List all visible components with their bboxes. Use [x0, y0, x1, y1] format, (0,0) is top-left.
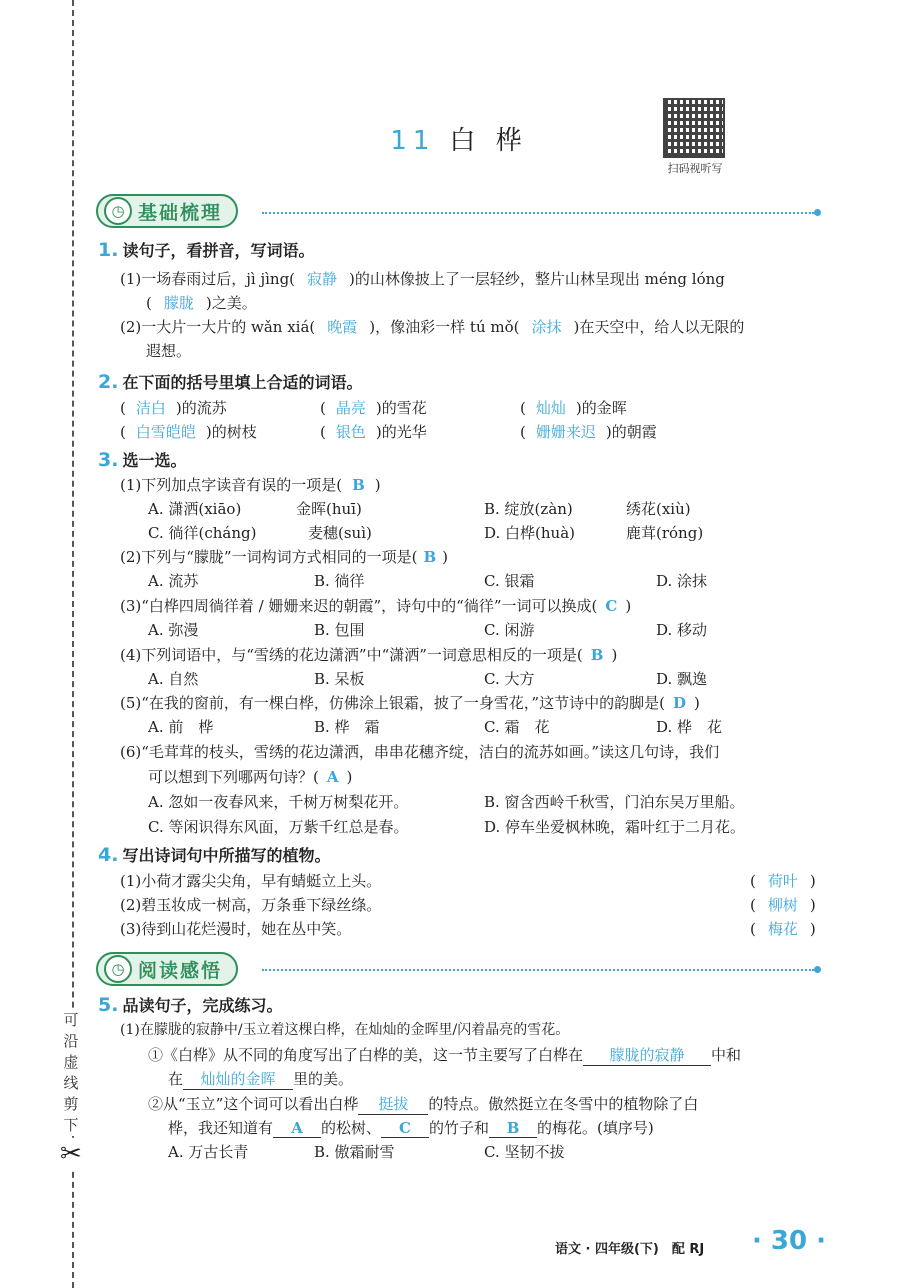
q1-line-1: (1)一场春雨过后，jì jìng( 寂静 )的山林像披上了一层轻纱，整片山林呈现出 méng lóng [120, 270, 725, 288]
q3-sub-5: (5)“在我的窗前，有一棵白桦，仿佛涂上银霜，披了一身雪花，”这节诗中的韵脚是( D ) [120, 694, 700, 712]
q1-line-4: 遐想。 [146, 342, 192, 360]
option: A. 前 桦 [148, 718, 214, 736]
q2-item: ( 白雪皑皑 )的树枝 [120, 423, 257, 441]
qr-code-icon[interactable] [663, 98, 725, 158]
question-5-title: 5. 品读句子，完成练习。 [98, 994, 283, 1016]
option: C. 坚韧不拔 [484, 1143, 565, 1161]
section-title: 基础梳理 [138, 201, 223, 224]
answer: 寂静 [307, 270, 338, 288]
option: A. 流苏 [148, 572, 199, 590]
q3-sub-6: (6)“毛茸茸的枝头，雪绣的花边潇洒，串串花穗齐绽，洁白的流苏如画。”读这几句诗，我们 [120, 743, 720, 761]
clock-icon: ◷ [104, 955, 132, 983]
q1-line-2: ( 朦胧 )之美。 [146, 294, 257, 312]
clock-icon: ◷ [104, 197, 132, 225]
section-divider [262, 969, 814, 971]
q5-part-1: ①《白桦》从不同的角度写出了白桦的美，这一节主要写了白桦在 朦胧的寂静 中和 [148, 1046, 742, 1064]
q3-sub-1: (1)下列加点字读音有误的一项是( B ) [120, 476, 381, 494]
option: C. 大方 [484, 670, 535, 688]
q3-sub-2: (2)下列与“朦胧”一词构词方式相同的一项是( B ) [120, 548, 448, 566]
option: D. 停车坐爱枫林晚，霜叶红于二月花。 [484, 818, 746, 836]
divider-dot [814, 209, 821, 216]
option: D. 涂抹 [656, 572, 708, 590]
option: 金晖(huī) [296, 500, 362, 518]
section-divider [262, 212, 814, 214]
scissors-icon: ✂ [60, 1139, 82, 1169]
section-badge [96, 194, 238, 228]
section-reading [96, 952, 238, 986]
option: D. 移动 [656, 621, 708, 639]
q4-answer: ( 柳树 ) [750, 896, 816, 914]
q2-item: ( 洁白 )的流苏 [120, 399, 227, 417]
option: C. 霜 花 [484, 718, 550, 736]
q5-part-2: ②从“玉立”这个词可以看出白桦 挺拔 的特点。傲然挺立在冬雪中的植物除了白 [148, 1095, 699, 1113]
option: A. 忽如一夜春风来，千树万树梨花开。 [148, 793, 409, 811]
answer: 涂抹 [531, 318, 562, 336]
page-number: · 30 · [752, 1226, 827, 1256]
lesson-title [0, 120, 918, 157]
q3-sub-3: (3)“白桦四周徜徉着 / 姗姗来迟的朝霞”，诗句中的“徜徉”一词可以换成( C ) [120, 597, 632, 615]
q3-sub-6-cont: 可以想到下列哪两句诗？( A ) [148, 768, 353, 786]
question-text: 读句子，看拼音，写词语。 [122, 241, 315, 260]
question-number: 1. [98, 239, 119, 261]
answer: 朦胧 [163, 294, 194, 312]
option: D. 白桦(huà) [484, 524, 575, 542]
option: B. 包围 [314, 621, 365, 639]
option: D. 桦 花 [656, 718, 723, 736]
q2-item: ( 姗姗来迟 )的朝霞 [520, 423, 657, 441]
q4-answer: ( 荷叶 ) [750, 872, 816, 890]
q3-sub-4: (4)下列词语中，与“雪绣的花边潇洒”中“潇洒”一词意思相反的一项是( B ) [120, 646, 618, 664]
q5-quote: (1)在朦胧的寂静中/玉立着这棵白桦，在灿灿的金晖里/闪着晶亮的雪花。 [120, 1022, 570, 1038]
lesson-number: 11 [390, 126, 436, 156]
option: B. 桦 霜 [314, 718, 380, 736]
option: B. 绽放(zàn) [484, 500, 573, 518]
footer-text: 语文 · 四年级(下) 配 RJ [555, 1242, 705, 1257]
section-title: 阅读感悟 [138, 959, 223, 982]
option: B. 傲霜耐雪 [314, 1143, 395, 1161]
section-badge [96, 952, 238, 986]
q4-item: (2)碧玉妆成一树高，万条垂下绿丝绦。 [120, 896, 382, 914]
q4-answer: ( 梅花 ) [750, 920, 816, 938]
option: C. 闲游 [484, 621, 535, 639]
option: 麦穗(suì) [308, 524, 372, 542]
q4-item: (3)待到山花烂漫时，她在丛中笑。 [120, 920, 352, 938]
option: D. 飘逸 [656, 670, 708, 688]
option: 绣花(xiù) [626, 500, 691, 518]
q5-part-1-cont: 在 灿灿的金晖 里的美。 [168, 1070, 354, 1088]
option: B. 徜徉 [314, 572, 365, 590]
divider-dot [814, 966, 821, 973]
option: A. 万古长青 [168, 1143, 249, 1161]
option: A. 自然 [148, 670, 199, 688]
q2-item: ( 晶亮 )的雪花 [320, 399, 427, 417]
q2-item: ( 灿灿 )的金晖 [520, 399, 627, 417]
q2-item: ( 银色 )的光华 [320, 423, 427, 441]
section-basics [96, 194, 238, 228]
q4-item: (1)小荷才露尖尖角，早有蜻蜓立上头。 [120, 872, 382, 890]
option: A. 潇洒(xiāo) [148, 500, 242, 518]
question-4-title: 4. 写出诗词句中所描写的植物。 [98, 844, 331, 866]
question-3-title: 3. 选一选。 [98, 449, 187, 471]
cut-instruction: 可沿虚线剪下 [58, 1010, 84, 1136]
answer: 晚霞 [327, 318, 358, 336]
question-1-title [98, 238, 314, 261]
option: A. 弥漫 [148, 621, 199, 639]
option: B. 窗含西岭千秋雪，门泊东吴万里船。 [484, 793, 745, 811]
option: 鹿茸(róng) [626, 524, 704, 542]
q5-part-2-cont: 桦，我还知道有 A 的松树、 C 的竹子和 B 的梅花。(填序号) [168, 1119, 654, 1137]
qr-label: 扫码视听写 [667, 162, 723, 175]
lesson-name: 白 桦 [449, 126, 528, 156]
option: C. 银霜 [484, 572, 535, 590]
option: B. 呆板 [314, 670, 365, 688]
option: C. 等闲识得东风面，万紫千红总是春。 [148, 818, 409, 836]
q1-line-3: (2)一大片一大片的 wǎn xiá( 晚霞 )，像油彩一样 tú mǒ( 涂抹 )在天空中，给人以无限的 [120, 318, 745, 336]
question-2-title: 2. 在下面的括号里填上合适的词语。 [98, 371, 363, 393]
option: C. 徜徉(cháng) [148, 524, 257, 542]
